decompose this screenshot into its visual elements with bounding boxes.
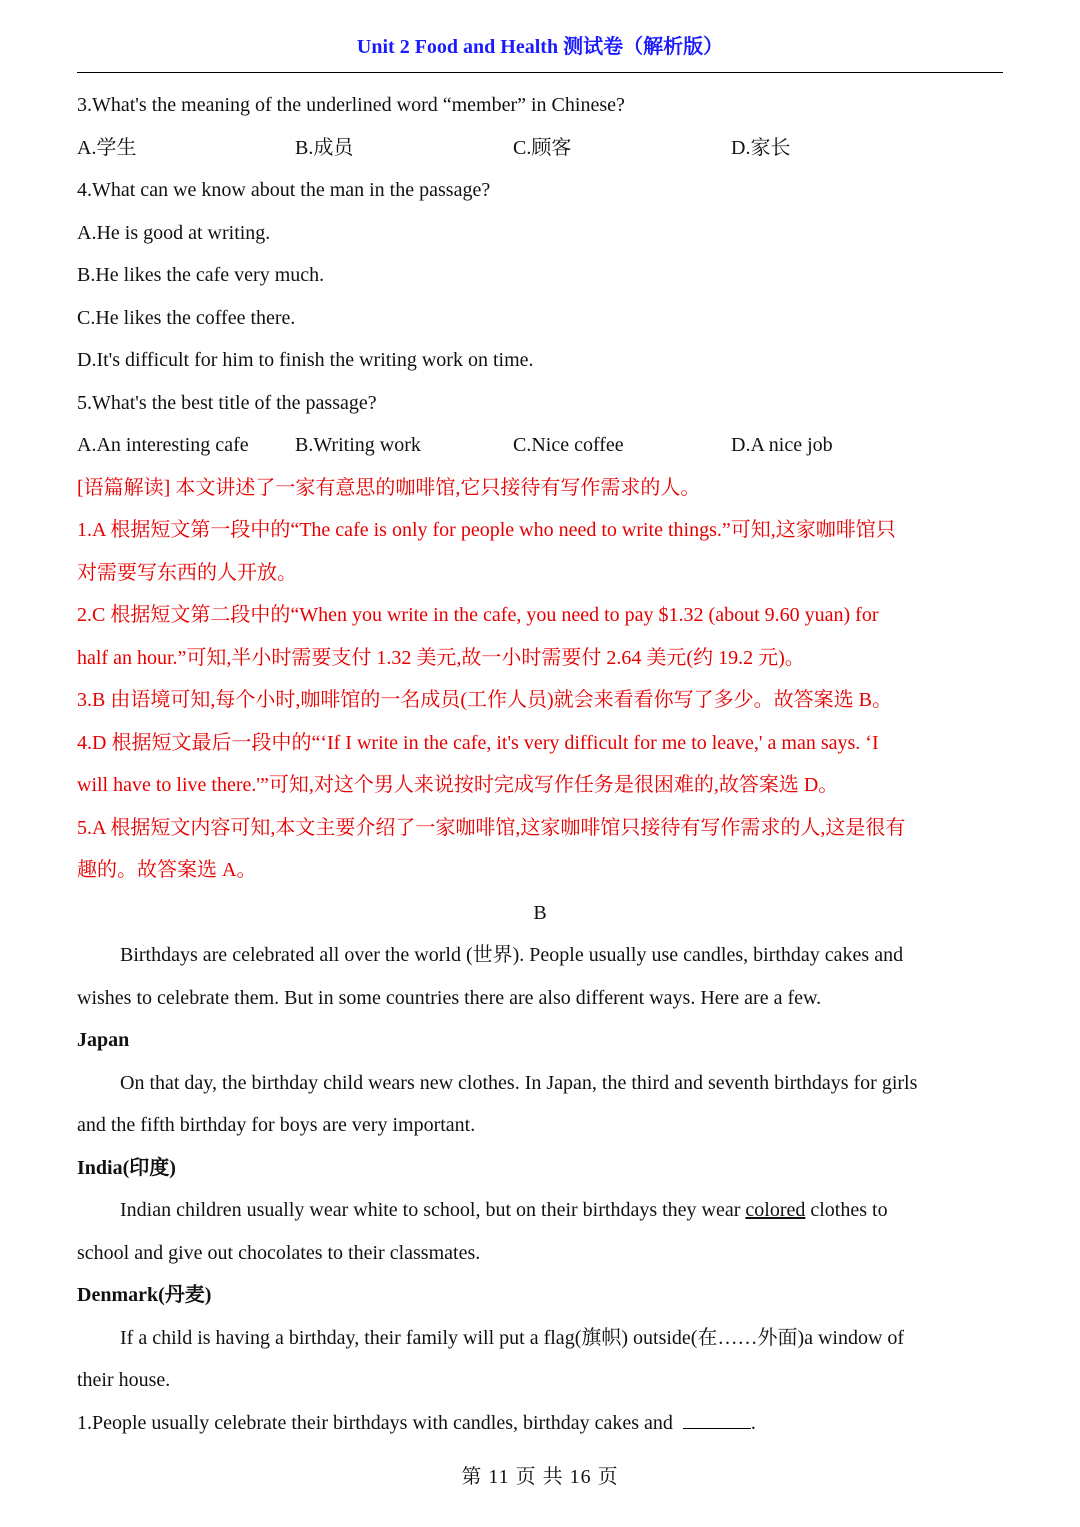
question-3-options: [77, 127, 1003, 170]
denmark-line-1: If a child is having a birthday, their family will put a flag(旗帜) outside(在……外面)a window of: [120, 1326, 905, 1349]
question-b1: [77, 1402, 1003, 1445]
japan-line-1: On that day, the birthday child wears new clothes. In Japan, the third and seventh birthdays for girls: [120, 1071, 918, 1094]
answer-4-line-2: will have to live there.'”可知,对这个男人来说按时完成写作任务是很困难的,故答案选 D。: [77, 774, 839, 796]
page-header-title: Unit 2 Food and Health 测试卷（解析版）: [356, 36, 724, 58]
question-b1-period: .: [750, 1411, 756, 1434]
option-a: A.学生: [77, 136, 137, 159]
option-a: A.An interesting cafe: [77, 434, 249, 456]
question-5: 5.What's the best title of the passage?: [77, 391, 377, 414]
section-label: B: [533, 901, 547, 924]
question-b1-text: 1.People usually celebrate their birthdays with candles, birthday cakes and: [77, 1411, 673, 1434]
answer-2-line-2: half an hour.”可知,半小时需要支付 1.32 美元,故一小时需要付 2.64 美元(约 19.2 元)。: [77, 646, 805, 669]
question-3: 3.What's the meaning of the underlined word “member” in Chinese?: [77, 94, 625, 116]
answer-5-line-2: 趣的。故答案选 A。: [77, 859, 257, 881]
option-d: D.家长: [731, 136, 791, 159]
page-number: 第 11 页 共 16 页: [461, 1466, 619, 1488]
answer-blank: [683, 1410, 751, 1429]
passage-b-p1-line-1: Birthdays are celebrated all over the world (世界). People usually use candles, birthday cakes and: [120, 944, 904, 966]
option-c: C.顾客: [513, 136, 572, 159]
analysis-intro: [语篇解读] 本文讲述了一家有意思的咖啡馆,它只接待有写作需求的人。: [77, 476, 701, 499]
option-a: A.He is good at writing.: [77, 221, 271, 244]
option-b: B.成员: [295, 136, 354, 159]
answer-1-line-1: 1.A 根据短文第一段中的“The cafe is only for people who need to write things.”可知,这家咖啡馆只: [77, 519, 896, 541]
header-rule: [77, 72, 1003, 73]
india-text-pre: Indian children usually wear white to school, but on their birthdays they wear: [120, 1199, 746, 1221]
india-text-post: clothes to: [805, 1199, 888, 1221]
answer-4-line-1: 4.D 根据短文最后一段中的“‘If I write in the cafe, it's very difficult for me to leave,' a man says. ‘I: [77, 731, 879, 754]
question-4: 4.What can we know about the man in the passage?: [77, 179, 491, 201]
option-d: D.A nice job: [731, 434, 833, 456]
option-b: B.He likes the cafe very much.: [77, 264, 325, 286]
question-5-options: [77, 424, 1003, 467]
japan-heading: Japan: [77, 1029, 130, 1051]
answer-1-line-2: 对需要写东西的人开放。: [77, 561, 297, 584]
answer-2-line-1: 2.C 根据短文第二段中的“When you write in the cafe, you need to pay $1.32 (about 9.60 yuan) for: [77, 604, 879, 626]
option-c: C.He likes the coffee there.: [77, 306, 296, 329]
option-b: B.Writing work: [295, 434, 421, 456]
answer-3: 3.B 由语境可知,每个小时,咖啡馆的一名成员(工作人员)就会来看看你写了多少。故答案选 B。: [77, 689, 892, 711]
passage-b-p1-line-2: wishes to celebrate them. But in some countries there are also different ways. Here are a few.: [77, 986, 822, 1009]
india-line-1: [77, 1189, 1003, 1232]
document-body: [77, 84, 1003, 1444]
india-line-2: school and give out chocolates to their classmates.: [77, 1241, 481, 1264]
japan-line-2: and the fifth birthday for boys are very important.: [77, 1114, 476, 1136]
answer-5-line-1: 5.A 根据短文内容可知,本文主要介绍了一家咖啡馆,这家咖啡馆只接待有写作需求的人,这是很有: [77, 816, 906, 839]
option-d: D.It's difficult for him to finish the writing work on time.: [77, 349, 534, 371]
underlined-word: colored: [745, 1199, 806, 1221]
india-heading: India(印度): [77, 1156, 176, 1179]
denmark-heading: Denmark(丹麦): [77, 1284, 212, 1306]
denmark-line-2: their house.: [77, 1369, 171, 1391]
option-c: C.Nice coffee: [513, 434, 624, 456]
